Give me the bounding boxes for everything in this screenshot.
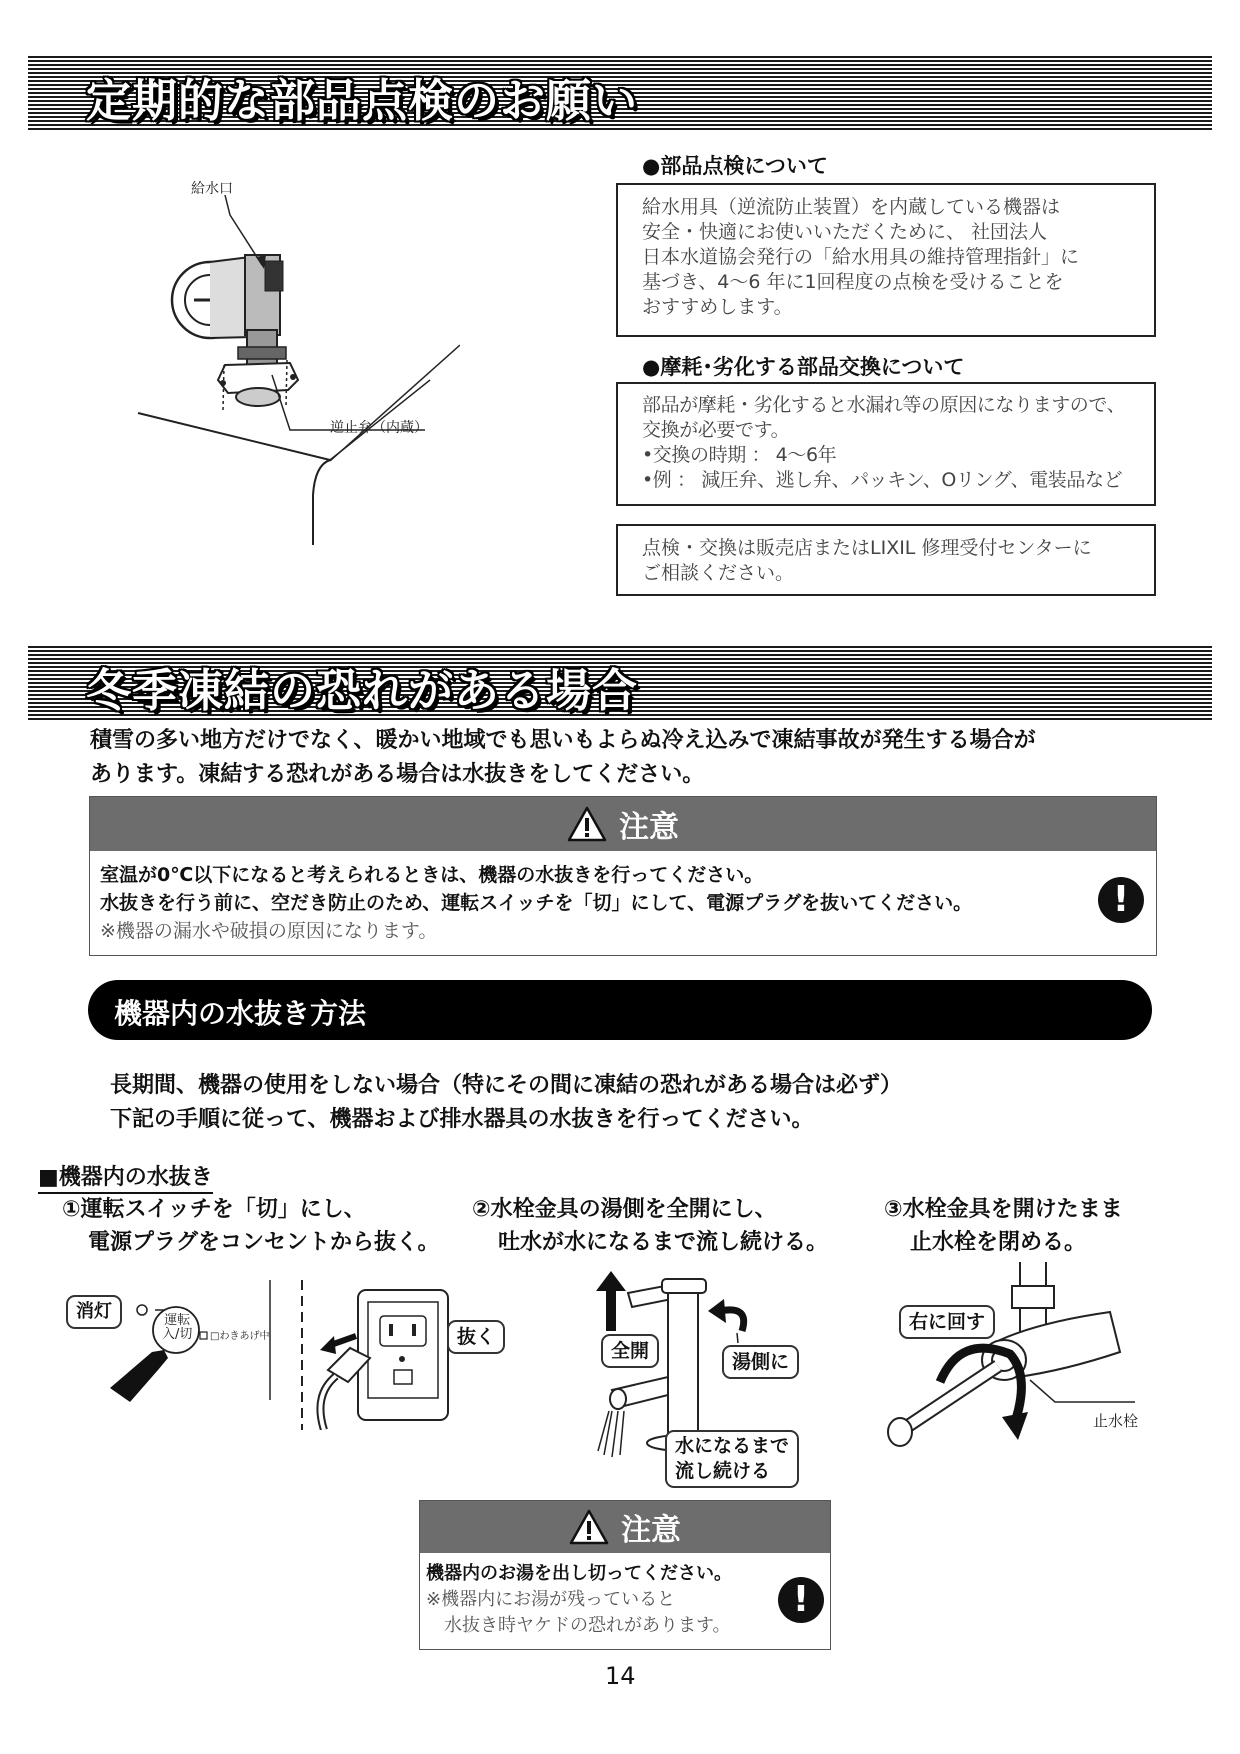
caution-note: 水抜き時ヤケドの恐れがあります。 xyxy=(426,1615,731,1636)
contact-line: ご相談ください。 xyxy=(642,562,795,584)
step-1-line1: ①運転スイッチを「切」にし、 xyxy=(62,1197,366,1222)
section-title: 定期的な部品点検のお願い xyxy=(86,74,639,127)
stop-valve-label: 止水栓 xyxy=(1093,1412,1139,1430)
full-open-callout: 全開 xyxy=(601,1334,659,1368)
mandatory-action-icon: ! xyxy=(1098,877,1144,923)
drain-intro-line: 長期間、機器の使用をしない場合（特にその間に凍結の恐れがある場合は必ず） xyxy=(110,1073,903,1098)
contact-box xyxy=(616,524,1156,596)
lamp-off-callout: 消灯 xyxy=(66,1295,122,1329)
step-1 xyxy=(62,1193,440,1259)
inspection-line: 安全・快適にお使いいただくために、 社団法人 xyxy=(642,221,1048,243)
replacement-line: 部品が摩耗・劣化すると水漏れ等の原因になりますので、 xyxy=(642,394,1126,416)
caution-note: ※機器の漏水や破損の原因になります。 xyxy=(100,920,438,942)
inspection-line: 給水用具（逆流防止装置）を内蔵している機器は xyxy=(642,196,1061,218)
step-2-line2: 吐水が水になるまで流し続ける。 xyxy=(498,1230,829,1255)
section-title: 冬季凍結の恐れがある場合 xyxy=(86,664,639,717)
step-2 xyxy=(472,1193,828,1259)
water-inlet-diagram xyxy=(130,165,460,555)
caution-header xyxy=(420,1501,830,1553)
label-water-inlet: 給水口 xyxy=(191,181,233,197)
inspection-heading: ●部品点検について xyxy=(642,154,828,178)
step-3-line1: ③水栓金具を開けたまま xyxy=(884,1197,1123,1222)
until-water-callout xyxy=(665,1430,799,1488)
switch-label-line2: 入/切 xyxy=(162,1327,193,1342)
replacement-heading: ●摩耗･劣化する部品交換について xyxy=(642,355,965,379)
switch-label xyxy=(162,1314,192,1342)
replacement-line: •例 ： 減圧弁、逃し弁、パッキン、Oリング、電装品など xyxy=(642,469,1123,491)
caution-box xyxy=(89,796,1157,956)
caution-title: 注意 xyxy=(619,810,679,845)
intro-line: 積雪の多い地方だけでなく、暖かい地域でも思いもよらぬ冷え込みで凍結事故が発生する場合が xyxy=(90,728,1036,753)
warning-triangle-icon xyxy=(567,806,607,842)
caution-line: 機器内のお湯を出し切ってください。 xyxy=(426,1563,732,1584)
caution-line: 室温が0℃以下になると考えられるときは、機器の水抜きを行ってください。 xyxy=(100,864,764,886)
switch-label-line1: 運転 xyxy=(164,1313,191,1328)
inspection-box xyxy=(616,183,1156,337)
step-3 xyxy=(884,1193,1123,1259)
caution-note: ※機器内にお湯が残っていると xyxy=(426,1589,676,1610)
replacement-box xyxy=(616,382,1156,506)
step-3-line2: 止水栓を閉める。 xyxy=(910,1230,1087,1255)
caution-body xyxy=(90,851,1156,945)
intro-line: あります。凍結する恐れがある場合は水抜きをしてください。 xyxy=(90,762,705,787)
section-header-freezing xyxy=(28,646,1212,722)
drain-intro-line: 下記の手順に従って、機器および排水器具の水抜きを行ってください。 xyxy=(110,1107,814,1132)
caution-header xyxy=(90,797,1156,851)
step-2-line1: ②水栓金具の湯側を全開にし、 xyxy=(472,1197,777,1222)
freezing-intro xyxy=(90,724,1036,792)
section-header-parts-inspection xyxy=(28,56,1212,132)
inspection-line: おすすめします。 xyxy=(642,296,793,318)
caution-box-2 xyxy=(419,1500,831,1650)
turn-right-callout: 右に回す xyxy=(899,1305,995,1339)
label-check-valve: 逆止弁（内蔵） xyxy=(330,420,428,436)
stop-valve-illustration xyxy=(880,1262,1140,1462)
until-water-line2: 流し続ける xyxy=(675,1460,771,1482)
caution-title: 注意 xyxy=(621,1513,681,1548)
contact-line: 点検・交換は販売店またはLIXIL 修理受付センターに xyxy=(642,537,1092,559)
caution-line: 水抜きを行う前に、空だき防止のため、運転スイッチを「切」にして、電源プラグを抜いてください。 xyxy=(100,892,973,914)
inspection-line: 日本水道協会発行の「給水用具の維持管理指針」に xyxy=(642,246,1080,268)
step-1-line2: 電源プラグをコンセントから抜く。 xyxy=(88,1230,440,1255)
replacement-line: 交換が必要です。 xyxy=(642,419,790,441)
caution-body xyxy=(420,1553,830,1639)
outlet-plug-illustration xyxy=(298,1280,468,1430)
drain-sub-title: ■機器内の水抜き xyxy=(38,1160,213,1194)
inspection-line: 基づき、4〜6 年に1回程度の点検を受けることを xyxy=(642,271,1064,293)
drain-intro xyxy=(110,1069,902,1137)
warning-triangle-icon xyxy=(569,1509,609,1545)
until-water-line1: 水になるまで xyxy=(675,1435,790,1457)
hot-side-callout: 湯側に xyxy=(722,1345,799,1379)
unplug-callout: 抜く xyxy=(447,1320,505,1354)
page-number: 14 xyxy=(605,1662,636,1690)
reheat-indicator-label: □わきあげ中 xyxy=(210,1331,270,1342)
drain-method-heading xyxy=(88,980,1152,1040)
replacement-line: •交換の時期 ： 4〜6年 xyxy=(642,444,837,466)
mandatory-action-icon: ! xyxy=(778,1577,824,1623)
drain-method-title: 機器内の水抜き方法 xyxy=(114,997,367,1030)
